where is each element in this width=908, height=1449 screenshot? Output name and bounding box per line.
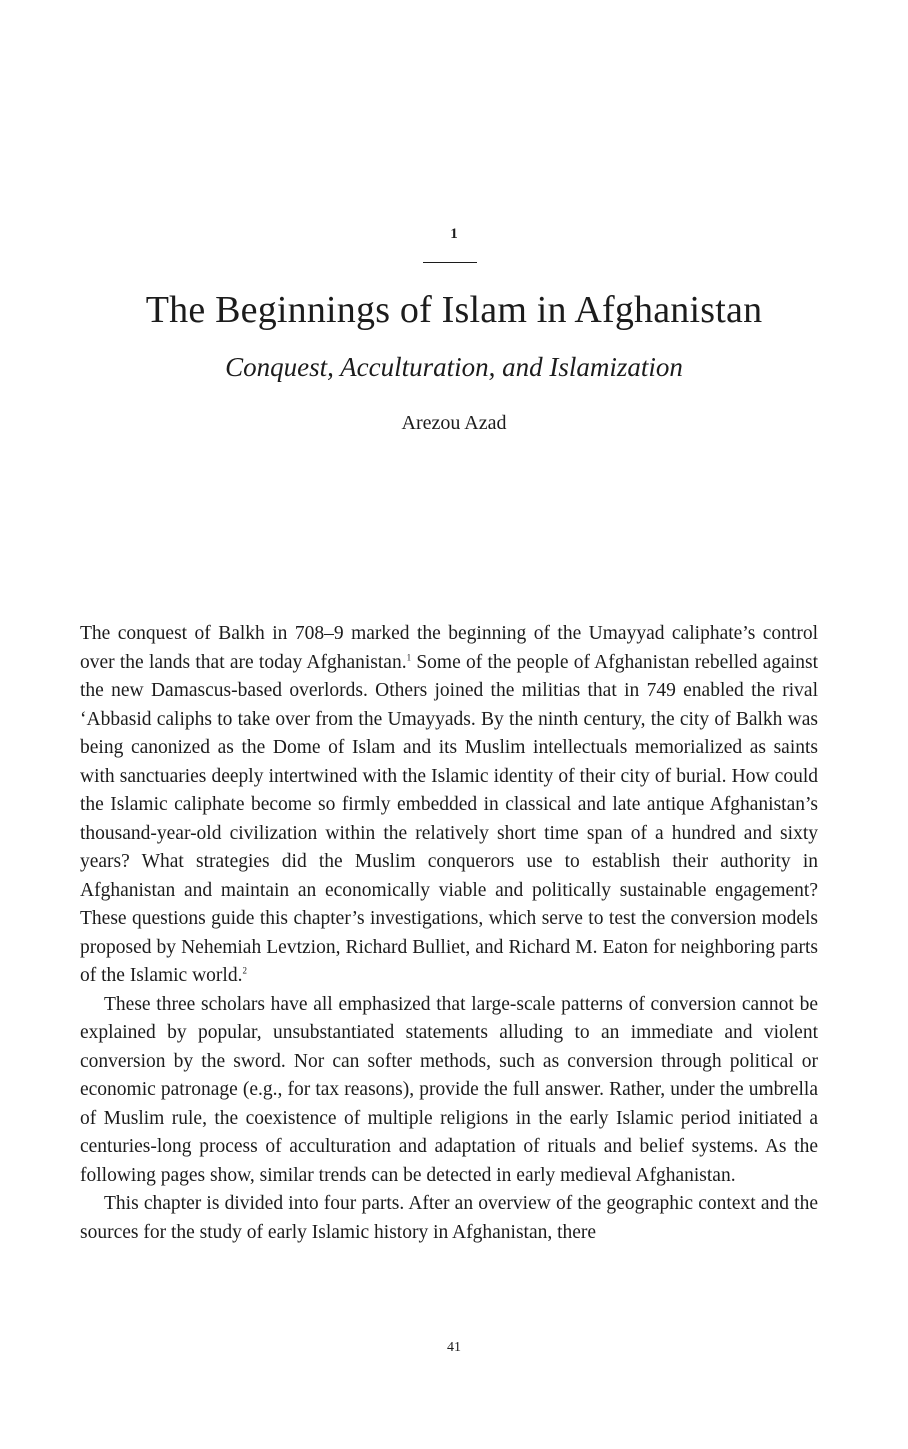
- footnote-marker-2[interactable]: 2: [242, 965, 247, 976]
- author: Arezou Azad: [401, 412, 507, 434]
- page-number: 41: [447, 1340, 461, 1355]
- paragraph-2: These three scholars have all emphasized that large-scale patterns of conversion cannot be explained by popular, unsubstantiated statements alluding to an immediate and violent conversion by the sword. Nor can softer methods, such as conversion through political or economic patronage (e.g., for tax reasons), provide the full answer. Rather, under the umbrella of Muslim rule, the coexistence of multiple religions in the early Islamic period initiated a centuries-long process of acculturation and adaptation of rituals and belief systems. As the following pages show, similar trends can be detected in early medieval Afghanistan.: [80, 993, 818, 1186]
- chapter-rule: [423, 262, 477, 263]
- chapter-title: The Beginnings of Islam in Afghanistan: [145, 289, 763, 331]
- chapter-subtitle: Conquest, Acculturation, and Islamization: [225, 352, 683, 382]
- paragraph-1: [80, 620, 818, 991]
- footnote-marker-1[interactable]: 1: [406, 652, 412, 662]
- paragraph-1-part-a: The conquest of Balkh in 708–9 marked the beginning of the Umayyad caliphate’s control over the lands that are today Afghanistan.: [80, 623, 818, 673]
- paragraph-1-part-b: Some of the people of Afghanistan rebelled against the new Damascus-based overlords. Others joined the militias that in 749 enabled the rival ‘Abbasid caliphs to take over from the Umayyads. By the ninth century, the city of Balkh was being canonized as the Dome of Islam and its Muslim intellectuals memorialized as saints with sanctuaries deeply intertwined with the Islamic identity of their city of burial. How could the Islamic caliphate become so firmly embedded in classical and late antique Afghanistan’s thousand-year-old civilization within the relatively short time span of a hundred and sixty years? What strategies did the Muslim conquerors use to establish their authority in Afghanistan and maintain an economically viable and politically sustainable engagement? These questions guide this chapter’s investigations, which serve to test the conversion models proposed by Nehemiah Levtzion, Richard Bulliet, and Richard M. Eaton for neighboring parts of the Islamic world.: [80, 651, 819, 986]
- paragraph-3: This chapter is divided into four parts. After an overview of the geographic context and the sources for the study of early Islamic history in Afghanistan, there: [80, 1193, 818, 1243]
- body-text: [80, 620, 818, 1247]
- chapter-number: 1: [450, 226, 458, 242]
